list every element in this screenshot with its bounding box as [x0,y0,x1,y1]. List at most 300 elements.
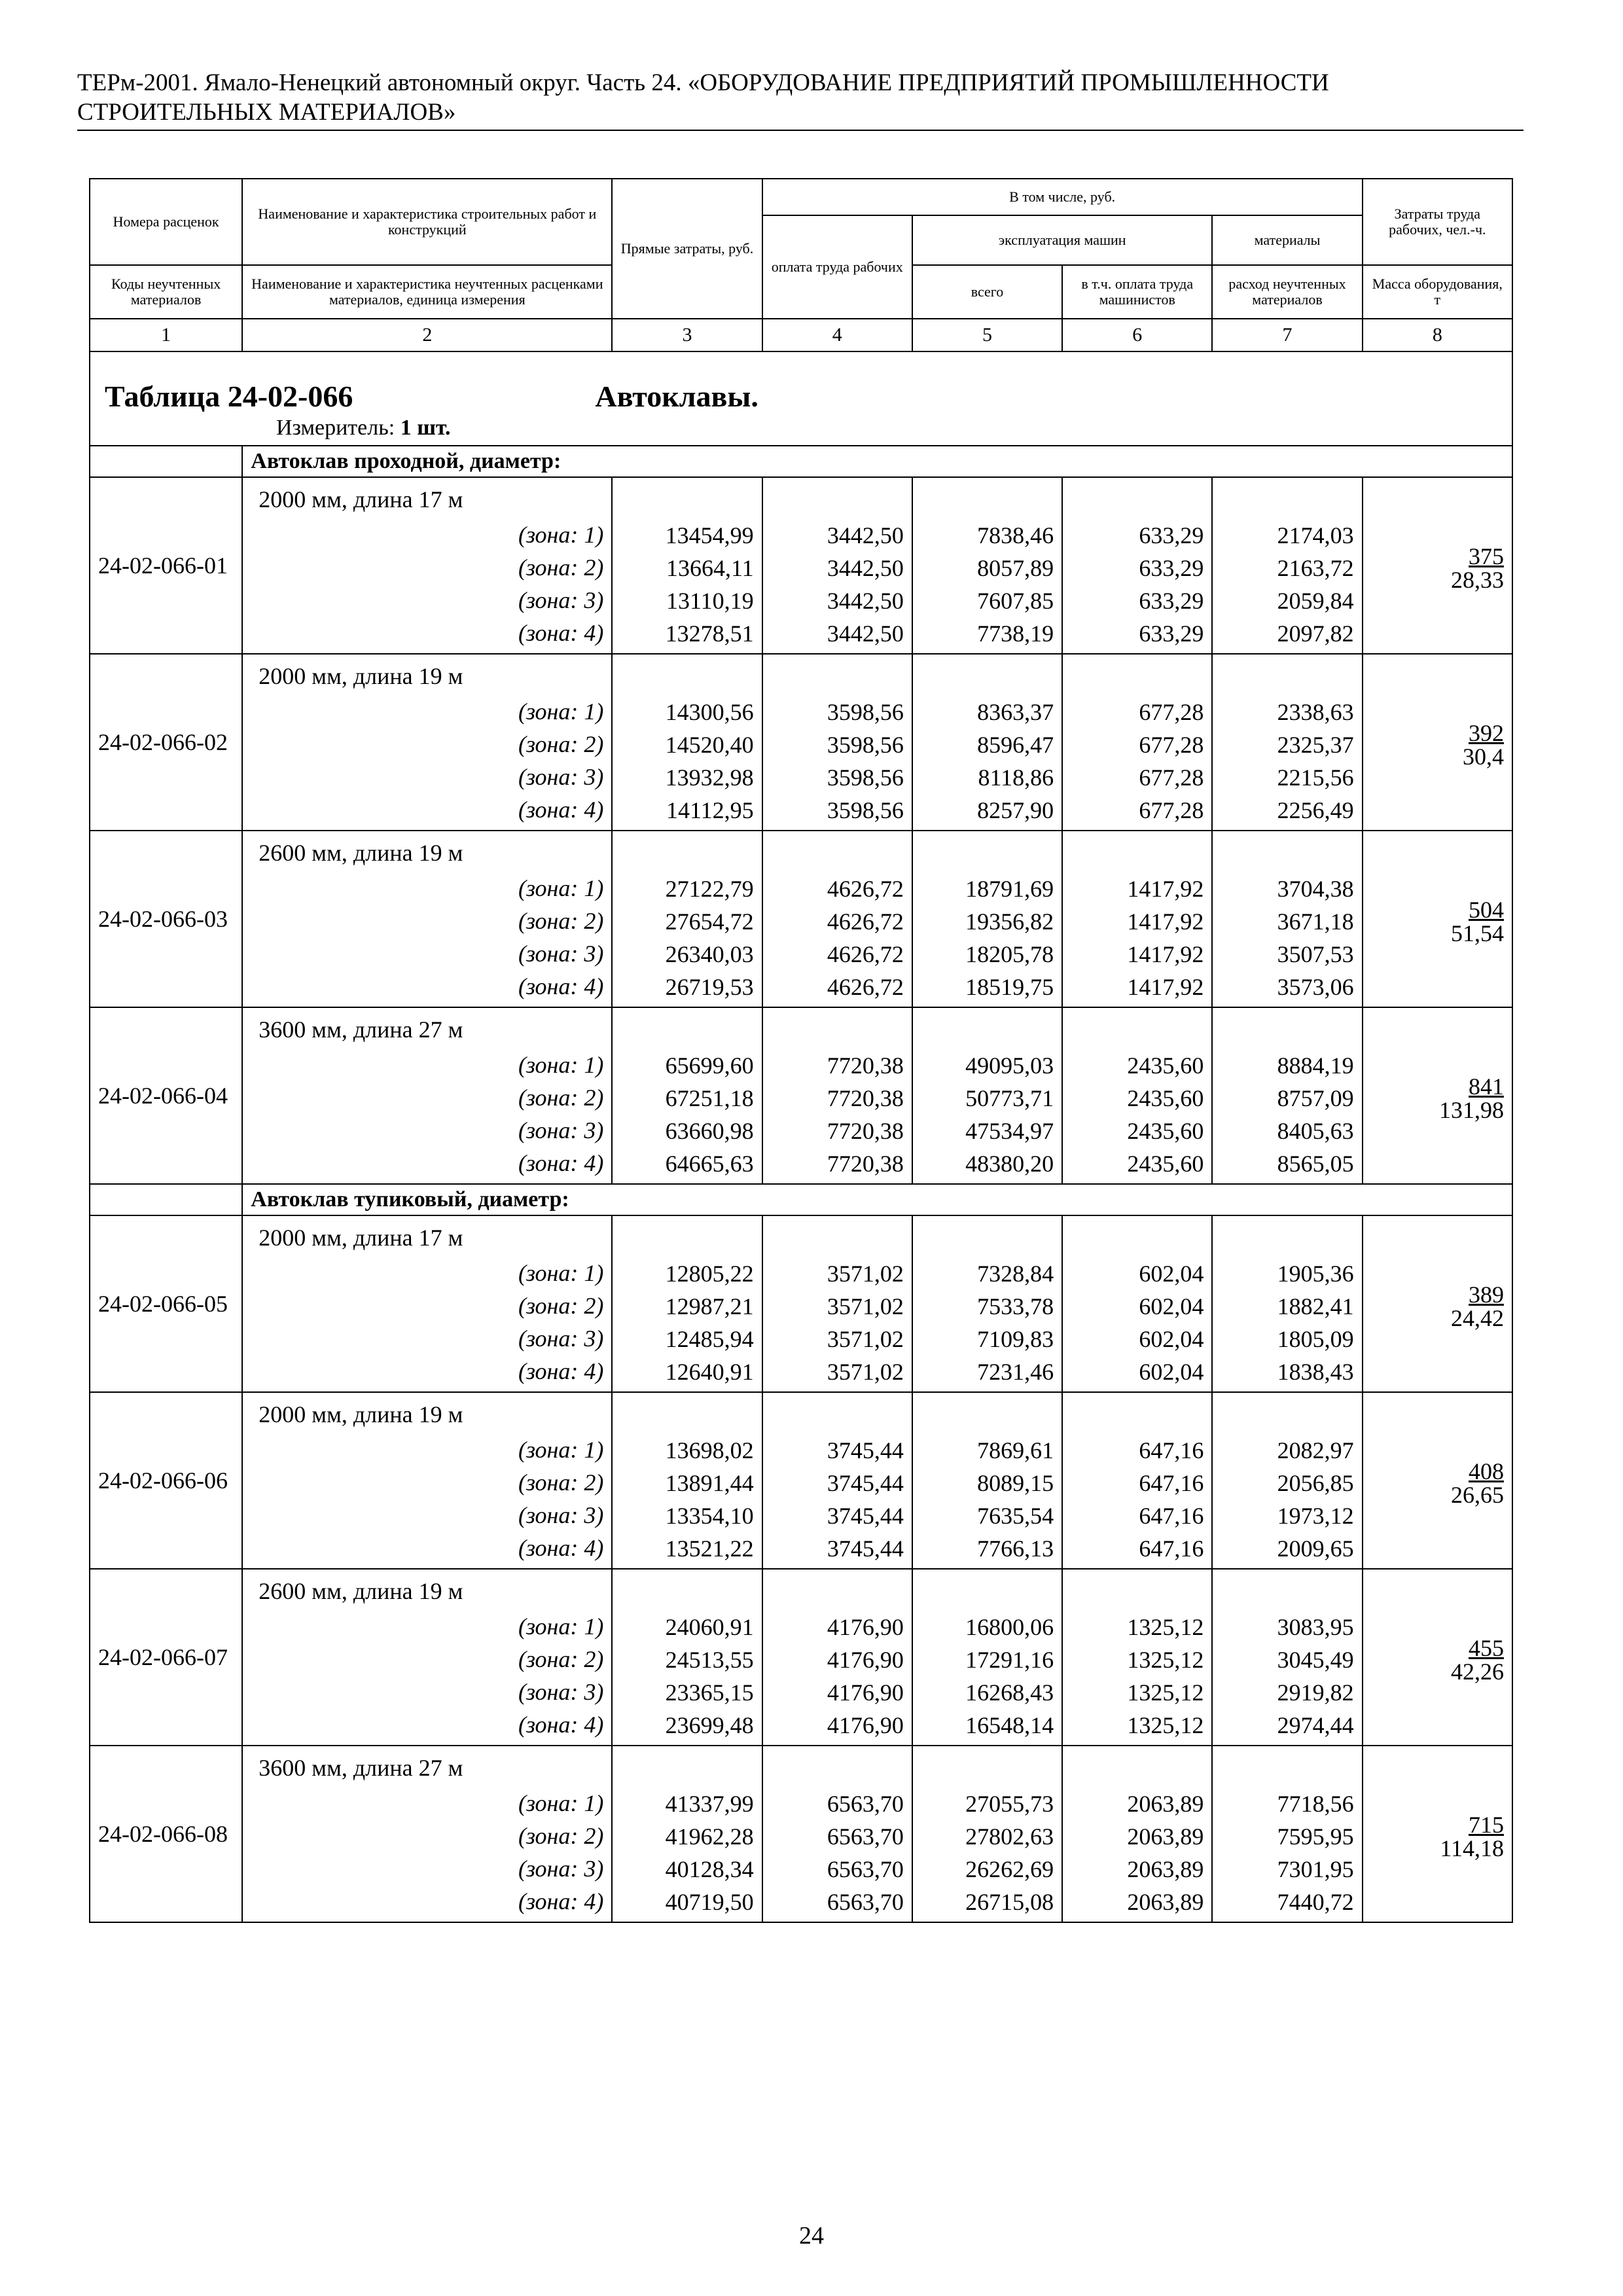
zone-value: 2435,60 [1127,1151,1204,1177]
cost-mat [1212,1569,1362,1746]
zone-value: 8757,09 [1277,1085,1354,1111]
cost-mach [912,1392,1062,1569]
cost-mach-wage [1062,1007,1212,1184]
zone-value: 67251,18 [665,1085,754,1111]
column-number: 4 [762,319,912,351]
zone-label: (зона: 2) [518,1469,604,1496]
zone-value: 17291,16 [965,1647,1054,1673]
rate-row [90,1215,1512,1392]
labor-hours: 504 [1469,897,1504,923]
zone-value: 19356,82 [965,908,1054,935]
cost-direct [612,831,762,1007]
zone-value: 647,16 [1139,1437,1204,1463]
cost-direct [612,1007,762,1184]
zone-value: 3045,49 [1277,1647,1354,1673]
zone-value: 3571,02 [827,1359,904,1385]
zone-value: 2063,89 [1127,1889,1204,1915]
cost-wage [762,1746,912,1922]
unit-line [105,415,1497,441]
zone-value: 2063,89 [1127,1856,1204,1882]
cost-mach [912,477,1062,654]
zone-value: 65699,60 [665,1052,754,1079]
zone-value: 8257,90 [977,797,1054,823]
zone-value: 3507,53 [1277,941,1354,967]
cost-mach [912,1569,1062,1746]
zone-value: 1417,92 [1127,876,1204,902]
labor-hours: 375 [1469,543,1504,569]
zone-value: 8596,47 [977,732,1054,758]
rate-name: 2000 мм, длина 17 м [259,1225,463,1251]
zone-value: 13698,02 [665,1437,754,1463]
zone-value: 3083,95 [1277,1614,1354,1640]
zone-value: 14520,40 [665,732,754,758]
column-number: 5 [912,319,1062,351]
equipment-mass: 42,26 [1451,1659,1504,1685]
rate-name: 3600 мм, длина 27 м [259,1755,463,1781]
zone-value: 3598,56 [827,699,904,725]
labor-and-mass [1363,1569,1512,1746]
column-number: 6 [1062,319,1212,351]
cost-mach [912,1215,1062,1392]
zone-value: 2063,89 [1127,1791,1204,1817]
zone-label: (зона: 4) [518,1358,604,1384]
zone-value: 633,29 [1139,620,1204,647]
labor-hours: 715 [1469,1812,1504,1838]
cost-mach-wage [1062,831,1212,1007]
zone-value: 7720,38 [827,1052,904,1079]
labor-and-mass [1363,831,1512,1007]
zone-value: 40128,34 [665,1856,754,1882]
zone-value: 16268,43 [965,1679,1054,1706]
zone-label: (зона: 4) [518,1888,604,1914]
zone-value: 3671,18 [1277,908,1354,935]
zone-value: 8405,63 [1277,1118,1354,1144]
cost-wage [762,831,912,1007]
zone-value: 16548,14 [965,1712,1054,1738]
cost-direct [612,477,762,654]
zone-value: 3571,02 [827,1293,904,1319]
zone-value: 677,28 [1139,699,1204,725]
zone-value: 12987,21 [665,1293,754,1319]
zone-value: 23699,48 [665,1712,754,1738]
cost-wage [762,1007,912,1184]
zone-value: 27654,72 [665,908,754,935]
zone-value: 633,29 [1139,522,1204,548]
zone-value: 677,28 [1139,732,1204,758]
cost-wage [762,654,912,831]
zone-label: (зона: 1) [518,522,604,548]
zone-value: 47534,97 [965,1118,1054,1144]
zone-value: 7838,46 [977,522,1054,548]
unit-value: 1 шт. [400,416,451,440]
zone-value: 2256,49 [1277,797,1354,823]
rate-description [242,477,612,654]
zone-label: (зона: 3) [518,587,604,613]
zone-label: (зона: 3) [518,1502,604,1528]
column-numbers-row [90,319,1512,351]
column-number: 8 [1363,319,1512,351]
zone-label: (зона: 4) [518,1535,604,1561]
zone-label: (зона: 3) [518,764,604,790]
zone-value: 13932,98 [665,764,754,791]
cost-mach-wage [1062,654,1212,831]
zone-label: (зона: 4) [518,1712,604,1738]
header-material-codes: Коды неучтенных материалов [90,265,242,319]
cost-mat [1212,654,1362,831]
labor-hours: 389 [1469,1282,1504,1308]
rates-table [89,178,1513,1923]
zone-value: 1838,43 [1277,1359,1354,1385]
rate-row [90,477,1512,654]
column-number: 3 [612,319,762,351]
labor-and-mass [1363,1392,1512,1569]
equipment-mass: 51,54 [1451,920,1504,946]
zone-value: 7440,72 [1277,1889,1354,1915]
cost-mat [1212,1215,1362,1392]
unit-label: Измеритель: [276,416,395,440]
cost-mach [912,1007,1062,1184]
zone-value: 24513,55 [665,1647,754,1673]
cost-mat [1212,1007,1362,1184]
cost-mach [912,1746,1062,1922]
zone-value: 1805,09 [1277,1326,1354,1352]
zone-value: 13278,51 [665,620,754,647]
zone-label: (зона: 2) [518,731,604,757]
rate-description [242,1392,612,1569]
zone-value: 13110,19 [666,588,754,614]
cost-wage [762,1215,912,1392]
zone-label: (зона: 1) [518,1260,604,1286]
column-number: 1 [90,319,242,351]
header-material-names: Наименование и характеристика неучтенных расценками материалов, единица измерения [242,265,612,319]
document-header [77,68,1524,131]
cost-direct [612,1215,762,1392]
header-labor-costs: Затраты труда рабочих, чел.-ч. [1363,179,1512,265]
header-rate-number: Номера расценок [90,179,242,265]
cost-wage [762,1569,912,1746]
zone-value: 27055,73 [965,1791,1054,1817]
zone-value: 4176,90 [827,1679,904,1706]
rate-code: 24-02-066-04 [90,1007,242,1184]
zone-value: 13664,11 [666,555,754,581]
zone-label: (зона: 2) [518,1823,604,1849]
zone-value: 24060,91 [665,1614,754,1640]
zone-value: 7720,38 [827,1151,904,1177]
rate-name: 2000 мм, длина 19 м [259,1401,463,1427]
zone-value: 3745,44 [827,1503,904,1529]
zone-value: 13454,99 [665,522,754,548]
zone-value: 18791,69 [965,876,1054,902]
zone-value: 26715,08 [965,1889,1054,1915]
zone-value: 602,04 [1139,1326,1204,1352]
zone-label: (зона: 1) [518,1437,604,1463]
zone-value: 2059,84 [1277,588,1354,614]
zone-value: 1325,12 [1127,1647,1204,1673]
zone-value: 41962,28 [665,1823,754,1850]
cost-direct [612,1392,762,1569]
zone-value: 26719,53 [665,974,754,1000]
zone-value: 4176,90 [827,1712,904,1738]
zone-value: 23365,15 [665,1679,754,1706]
zone-value: 1417,92 [1127,941,1204,967]
cost-mat [1212,477,1362,654]
zone-value: 50773,71 [965,1085,1054,1111]
zone-value: 7109,83 [977,1326,1054,1352]
cost-mat [1212,1746,1362,1922]
labor-and-mass [1363,477,1512,654]
cost-mach [912,831,1062,1007]
header-work-name: Наименование и характеристика строительных работ и конструкций [242,179,612,265]
labor-and-mass [1363,1746,1512,1922]
zone-value: 602,04 [1139,1359,1204,1385]
section-title: Автоклав тупиковый, диаметр: [242,1184,1512,1215]
rate-row [90,1392,1512,1569]
cost-direct [612,654,762,831]
zone-value: 2435,60 [1127,1085,1204,1111]
zone-value: 1325,12 [1127,1679,1204,1706]
labor-and-mass [1363,1007,1512,1184]
zone-value: 3745,44 [827,1535,904,1562]
header-wage: оплата труда рабочих [762,215,912,319]
zone-label: (зона: 2) [518,1085,604,1111]
cost-mach-wage [1062,1215,1212,1392]
rate-code: 24-02-066-05 [90,1215,242,1392]
zone-value: 4626,72 [827,908,904,935]
zone-value: 18519,75 [965,974,1054,1000]
equipment-mass: 24,42 [1451,1305,1504,1331]
rate-description [242,1569,612,1746]
zone-label: (зона: 3) [518,1117,604,1143]
cost-mach [912,654,1062,831]
rate-code: 24-02-066-01 [90,477,242,654]
zone-label: (зона: 4) [518,797,604,823]
zone-value: 2338,63 [1277,699,1354,725]
page-number: 24 [799,2222,824,2250]
section-title: Автоклав проходной, диаметр: [242,446,1512,477]
header-materials: материалы [1212,215,1362,265]
rate-code: 24-02-066-03 [90,831,242,1007]
zone-value: 8884,19 [1277,1052,1354,1079]
zone-value: 7869,61 [977,1437,1054,1463]
zone-value: 3442,50 [827,620,904,647]
zone-value: 12805,22 [665,1261,754,1287]
zone-value: 602,04 [1139,1293,1204,1319]
rate-description [242,1007,612,1184]
table-number: Таблица 24-02-066 [105,380,353,413]
header-machines: эксплуатация машин [912,215,1213,265]
zone-value: 63660,98 [665,1118,754,1144]
zone-value: 1325,12 [1127,1614,1204,1640]
zone-value: 18205,78 [965,941,1054,967]
zone-label: (зона: 2) [518,1646,604,1672]
zone-value: 3442,50 [827,588,904,614]
zone-value: 647,16 [1139,1503,1204,1529]
zone-label: (зона: 2) [518,554,604,581]
rate-description [242,654,612,831]
zone-value: 4626,72 [827,941,904,967]
zone-value: 6563,70 [827,1856,904,1882]
zone-value: 2919,82 [1277,1679,1354,1706]
zone-value: 2063,89 [1127,1823,1204,1850]
zone-label: (зона: 3) [518,941,604,967]
rate-name: 3600 мм, длина 27 м [259,1016,463,1043]
zone-value: 2215,56 [1277,764,1354,791]
equipment-mass: 131,98 [1439,1097,1504,1123]
zone-value: 7607,85 [977,588,1054,614]
zone-value: 6563,70 [827,1889,904,1915]
labor-hours: 455 [1469,1635,1504,1661]
zone-value: 12640,91 [665,1359,754,1385]
zone-value: 7718,56 [1277,1791,1354,1817]
zone-value: 1905,36 [1277,1261,1354,1287]
header-machinist-wage: в т.ч. оплата труда машинистов [1062,265,1212,319]
zone-value: 2174,03 [1277,522,1354,548]
header-line-2: СТРОИТЕЛЬНЫХ МАТЕРИАЛОВ» [77,99,456,126]
header-including: В том числе, руб. [762,179,1363,215]
table-title-row [90,351,1512,446]
zone-value: 13354,10 [665,1503,754,1529]
zone-value: 26340,03 [665,941,754,967]
zone-value: 3704,38 [1277,876,1354,902]
zone-value: 8118,86 [978,764,1054,791]
zone-value: 633,29 [1139,588,1204,614]
zone-label: (зона: 4) [518,620,604,646]
zone-value: 7720,38 [827,1118,904,1144]
cost-mach-wage [1062,1746,1212,1922]
zone-value: 2325,37 [1277,732,1354,758]
cost-mat [1212,1392,1362,1569]
zone-value: 2082,97 [1277,1437,1354,1463]
zone-value: 1973,12 [1277,1503,1354,1529]
zone-value: 3598,56 [827,797,904,823]
header-material-use: расход неучтенных материалов [1212,265,1362,319]
zone-value: 7595,95 [1277,1823,1354,1850]
header-equipment-mass: Масса оборудования, т [1363,265,1512,319]
zone-value: 41337,99 [665,1791,754,1817]
zone-value: 3745,44 [827,1437,904,1463]
zone-value: 3598,56 [827,732,904,758]
zone-value: 647,16 [1139,1535,1204,1562]
zone-value: 4626,72 [827,974,904,1000]
zone-value: 7231,46 [977,1359,1054,1385]
zone-value: 8089,15 [977,1470,1054,1496]
cost-wage [762,477,912,654]
table-title-line [105,352,1497,415]
zone-value: 647,16 [1139,1470,1204,1496]
zone-label: (зона: 1) [518,1790,604,1816]
section-empty [90,1184,242,1215]
zone-value: 602,04 [1139,1261,1204,1287]
labor-and-mass [1363,654,1512,831]
zone-value: 1882,41 [1277,1293,1354,1319]
zone-label: (зона: 3) [518,1856,604,1882]
zone-value: 26262,69 [965,1856,1054,1882]
cost-direct [612,1569,762,1746]
zone-value: 27122,79 [665,876,754,902]
cost-wage [762,1392,912,1569]
zone-value: 16800,06 [965,1614,1054,1640]
rate-name: 2000 мм, длина 19 м [259,663,463,689]
zone-value: 3745,44 [827,1470,904,1496]
equipment-mass: 114,18 [1440,1835,1504,1861]
zone-value: 2097,82 [1277,620,1354,647]
zone-value: 6563,70 [827,1791,904,1817]
zone-value: 3442,50 [827,522,904,548]
zone-value: 2163,72 [1277,555,1354,581]
column-number: 2 [242,319,612,351]
zone-value: 7766,13 [977,1535,1054,1562]
rate-row [90,654,1512,831]
zone-label: (зона: 1) [518,698,604,725]
labor-hours: 408 [1469,1458,1504,1484]
rate-row [90,1569,1512,1746]
zone-value: 2974,44 [1277,1712,1354,1738]
zone-value: 14300,56 [665,699,754,725]
zone-value: 2056,85 [1277,1470,1354,1496]
zone-label: (зона: 4) [518,1150,604,1176]
rate-name: 2600 мм, длина 19 м [259,840,463,866]
section-empty [90,446,242,477]
zone-value: 8057,89 [977,555,1054,581]
zone-label: (зона: 1) [518,1613,604,1640]
cost-mach-wage [1062,1569,1212,1746]
header-line-1: ТЕРм-2001. Ямало-Ненецкий автономный округ. Часть 24. «ОБОРУДОВАНИЕ ПРЕДПРИЯТИЙ ПРОМЫШЛЕННОСТИ [77,69,1329,96]
table-name: Автоклавы. [595,380,758,413]
rate-name: 2600 мм, длина 19 м [259,1578,463,1604]
zone-value: 6563,70 [827,1823,904,1850]
zone-value: 13891,44 [665,1470,754,1496]
labor-and-mass [1363,1215,1512,1392]
zone-value: 8565,05 [1277,1151,1354,1177]
zone-value: 7301,95 [1277,1856,1354,1882]
zone-value: 4176,90 [827,1614,904,1640]
header-direct-costs: Прямые затраты, руб. [612,179,762,319]
zone-value: 40719,50 [665,1889,754,1915]
cost-mach-wage [1062,1392,1212,1569]
zone-label: (зона: 1) [518,875,604,901]
cost-direct [612,1746,762,1922]
zone-value: 4176,90 [827,1647,904,1673]
rate-code: 24-02-066-02 [90,654,242,831]
equipment-mass: 28,33 [1451,567,1504,593]
zone-value: 14112,95 [666,797,754,823]
zone-label: (зона: 4) [518,973,604,999]
cost-mach-wage [1062,477,1212,654]
zone-label: (зона: 3) [518,1325,604,1352]
zone-value: 8363,37 [977,699,1054,725]
rate-description [242,1746,612,1922]
zone-value: 2435,60 [1127,1052,1204,1079]
rate-row [90,1746,1512,1922]
zone-label: (зона: 2) [518,908,604,934]
rate-row [90,831,1512,1007]
header-machines-total: всего [912,265,1062,319]
zone-value: 1325,12 [1127,1712,1204,1738]
zone-value: 7720,38 [827,1085,904,1111]
rate-code: 24-02-066-06 [90,1392,242,1569]
zone-value: 49095,03 [965,1052,1054,1079]
zone-value: 1417,92 [1127,974,1204,1000]
zone-value: 27802,63 [965,1823,1054,1850]
rate-code: 24-02-066-07 [90,1569,242,1746]
equipment-mass: 26,65 [1451,1482,1504,1508]
zone-value: 3573,06 [1277,974,1354,1000]
zone-value: 633,29 [1139,555,1204,581]
cost-mat [1212,831,1362,1007]
zone-label: (зона: 2) [518,1293,604,1319]
zone-value: 3571,02 [827,1261,904,1287]
zone-value: 2435,60 [1127,1118,1204,1144]
